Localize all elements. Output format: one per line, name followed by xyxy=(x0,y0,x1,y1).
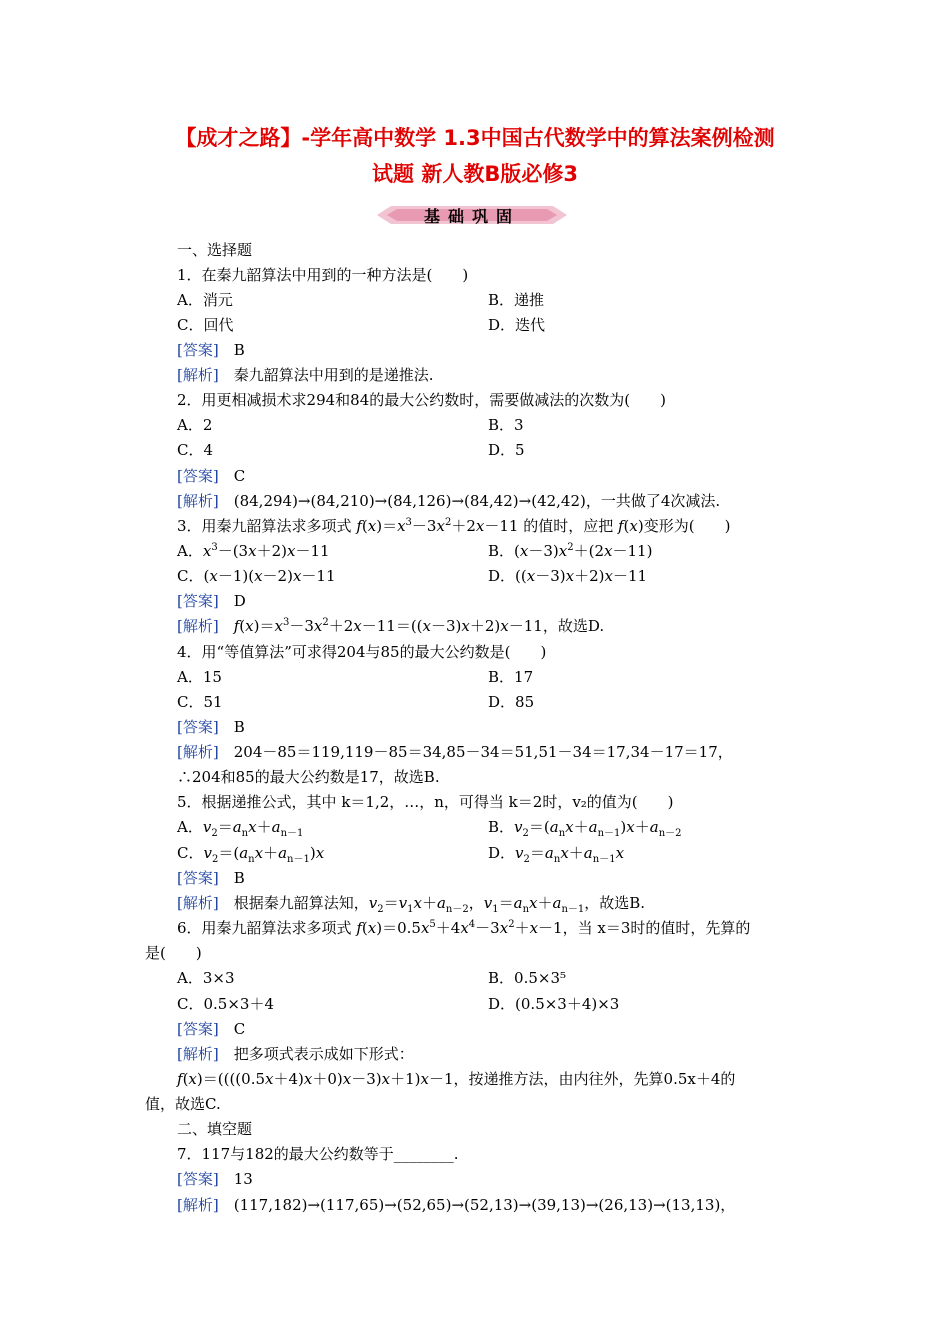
q7-analysis-text: (117,182)→(117,65)→(52,65)→(52,13)→(39,13)→(26,13)→(13,13)， xyxy=(233,1196,736,1214)
q6-answer-value: C xyxy=(233,1020,246,1038)
q5-analysis: [解析] 根据秦九韶算法知，$v_2=v_1x+a_{n-2}$，$v_1=a_nx+a_{n-1}$，故选B. xyxy=(177,894,646,915)
q6-stem: 6．用秦九韶算法求多项式 $f(x)=0.5x^5+4x^4-3x^2+x-1$，当 x＝3时的值时，先算的 xyxy=(177,919,751,937)
q6-analysis xyxy=(177,1044,414,1064)
q7-answer xyxy=(177,1169,253,1189)
section-banner xyxy=(377,202,567,228)
q2-answer-value: C xyxy=(233,467,246,485)
q4-stem: 4．用“等值算法”可求得204与85的最大公约数是( ) xyxy=(177,643,547,661)
q3-option-b: B．$(x-3)x^2+(2x-11)$ xyxy=(488,542,653,560)
q6-analysis-text: 把多项式表示成如下形式： xyxy=(233,1045,414,1063)
q4-answer xyxy=(177,717,245,737)
q5-option-b: B．$v_2=(a_nx+a_{n-1})x+a_{n-2}$ xyxy=(488,818,682,839)
q2-option-c: C．4 xyxy=(177,441,214,459)
q1-stem: 1．在秦九韶算法中用到的一种方法是( ) xyxy=(177,266,469,284)
q6-option-d: D．(0.5×3＋4)×3 xyxy=(488,995,620,1013)
q5-stem: 5．根据递推公式，其中 k＝1,2，…，n，可得当 k＝2时，v₂的值为( ) xyxy=(177,793,674,811)
analysis-tag: [解析] xyxy=(177,366,219,384)
answer-tag: [答案] xyxy=(177,718,219,736)
q5-option-d: D．$v_2=a_nx+a_{n-1}x$ xyxy=(488,844,625,865)
q3-option-a: A．$x^3-(3x+2)x-11$ xyxy=(177,542,330,560)
q1-analysis xyxy=(177,365,434,385)
q1-option-a: A．消元 xyxy=(177,291,233,309)
q6-analysis-detail: f(x)＝((((0.5x＋4)x＋0)x－3)x＋1)x－1，按递推方法，由内往外，先算0.5x＋4的 xyxy=(177,1070,736,1088)
answer-tag: [答案] xyxy=(177,1170,219,1188)
q3-analysis: [解析] $f(x)=x^3-3x^2+2x-11=((x-3)x+2)x-11$，故选D. xyxy=(177,617,605,635)
q2-analysis xyxy=(177,491,720,511)
q1-option-d: D．迭代 xyxy=(488,316,546,334)
q6-answer xyxy=(177,1019,245,1039)
q2-answer xyxy=(177,466,245,486)
q1-answer-value: B xyxy=(233,341,245,359)
q1-option-c: C．回代 xyxy=(177,316,234,334)
banner-label: 基础巩固 xyxy=(423,207,520,226)
q3-answer-value: D xyxy=(233,592,246,610)
q6-option-c: C．0.5×3＋4 xyxy=(177,995,274,1013)
q3-stem: 3．用秦九韶算法求多项式 $f(x)=x^3-3x^2+2x-11$ 的值时，应把 f(x)变形为( ) xyxy=(177,517,731,535)
section-heading-choice: 一、选择题 xyxy=(177,241,253,259)
q7-stem: 7．117与182的最大公约数等于________. xyxy=(177,1145,459,1163)
q4-option-b: B．17 xyxy=(488,668,534,686)
analysis-tag: [解析] xyxy=(177,1045,219,1063)
q6-stem-cont: 是( ) xyxy=(145,944,202,962)
q4-analysis-conclusion: ∴204和85的最大公约数是17，故选B. xyxy=(177,768,440,786)
q5-option-a: A．$v_2=a_nx+a_{n-1}$ xyxy=(177,818,304,839)
q5-option-c: C．$v_2=(a_nx+a_{n-1})x$ xyxy=(177,844,325,865)
q4-option-c: C．51 xyxy=(177,693,223,711)
q4-analysis xyxy=(177,742,733,762)
q1-answer xyxy=(177,340,245,360)
q7-analysis xyxy=(177,1195,735,1215)
q2-analysis-text: (84,294)→(84,210)→(84,126)→(84,42)→(42,42)，一共做了4次减法. xyxy=(233,492,721,510)
answer-tag: [答案] xyxy=(177,341,219,359)
q2-option-a: A．2 xyxy=(177,416,213,434)
q1-analysis-text: 秦九韶算法中用到的是递推法. xyxy=(233,366,434,384)
q5-answer xyxy=(177,868,245,888)
q2-option-b: B．3 xyxy=(488,416,524,434)
q2-stem: 2．用更相减损术求294和84的最大公约数时，需要做减法的次数为( ) xyxy=(177,391,666,409)
q3-option-d: D．((x－3)x＋2)x－11 xyxy=(488,567,648,585)
q7-answer-value: 13 xyxy=(233,1170,253,1188)
answer-tag: [答案] xyxy=(177,592,219,610)
q1-option-b: B．递推 xyxy=(488,291,545,309)
analysis-tag: [解析] xyxy=(177,743,219,761)
q2-option-d: D．5 xyxy=(488,441,525,459)
answer-tag: [答案] xyxy=(177,869,219,887)
answer-tag: [答案] xyxy=(177,1020,219,1038)
q4-option-d: D．85 xyxy=(488,693,535,711)
q4-answer-value: B xyxy=(233,718,245,736)
analysis-tag: [解析] xyxy=(177,894,219,912)
q6-option-b: B．0.5×3⁵ xyxy=(488,969,567,987)
q3-option-c: C．(x－1)(x－2)x－11 xyxy=(177,567,336,585)
q3-answer xyxy=(177,591,246,611)
q4-option-a: A．15 xyxy=(177,668,222,686)
q6-analysis-conclusion: 值，故选C. xyxy=(145,1095,221,1113)
analysis-tag: [解析] xyxy=(177,1196,219,1214)
analysis-tag: [解析] xyxy=(177,617,219,635)
q4-analysis-text: 204－85＝119,119－85＝34,85－34＝51,51－34＝17,34－17＝17， xyxy=(233,743,733,761)
analysis-tag: [解析] xyxy=(177,492,219,510)
q5-answer-value: B xyxy=(233,869,245,887)
document-title-line2: 试题 新人教B版必修3 xyxy=(372,162,578,186)
document-title-line1: 【成才之路】-学年高中数学 1.3中国古代数学中的算法案例检测 xyxy=(175,126,775,150)
q6-option-a: A．3×3 xyxy=(177,969,235,987)
section-heading-fill: 二、填空题 xyxy=(177,1120,253,1138)
answer-tag: [答案] xyxy=(177,467,219,485)
